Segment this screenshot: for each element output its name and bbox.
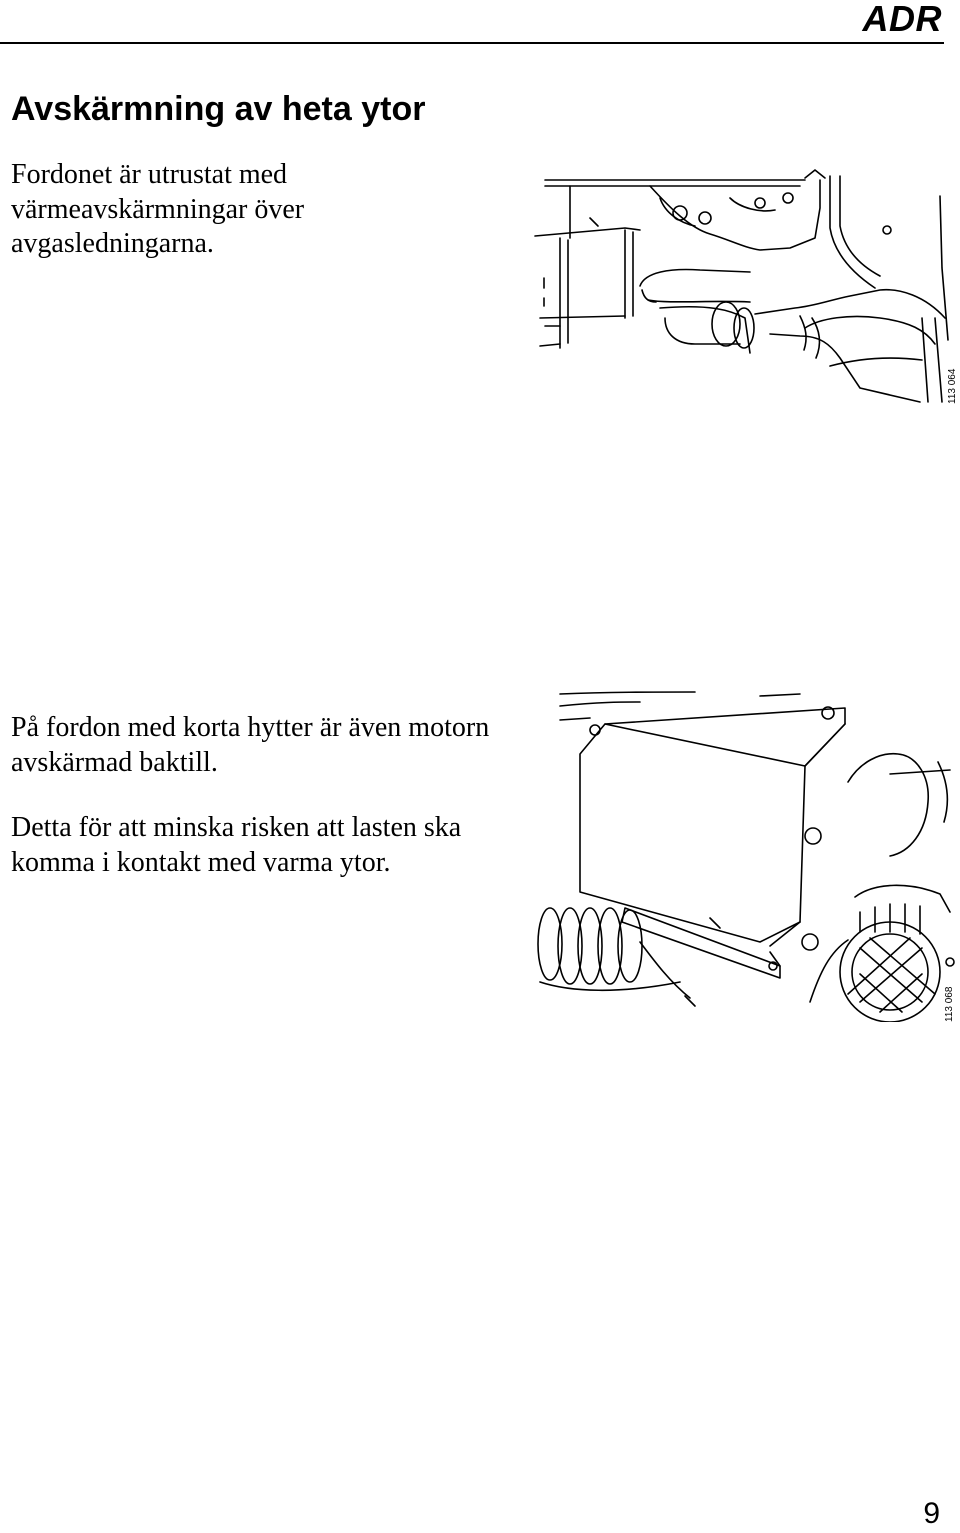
section-title: ADR: [862, 0, 942, 39]
figure-code: 113 068: [944, 986, 955, 1022]
header-divider: [0, 42, 944, 44]
page-heading: Avskärmning av heta ytor: [11, 90, 426, 128]
purpose-paragraph: Detta för att minska risken att lasten ska komma i kontakt med varma ytor.: [11, 812, 462, 878]
exhaust-heat-shield-illustration: [530, 168, 960, 408]
engine-rear-shield-illustration: [530, 682, 960, 1022]
short-cab-paragraph: På fordon med korta hytter är även motorn avskärmad baktill.: [11, 712, 490, 778]
page-number: 9: [923, 1497, 940, 1530]
figure-code: 113 064: [947, 368, 958, 404]
intro-paragraph: Fordonet är utrustat med värmeavskärmningar över avgasledningarna.: [11, 159, 305, 259]
